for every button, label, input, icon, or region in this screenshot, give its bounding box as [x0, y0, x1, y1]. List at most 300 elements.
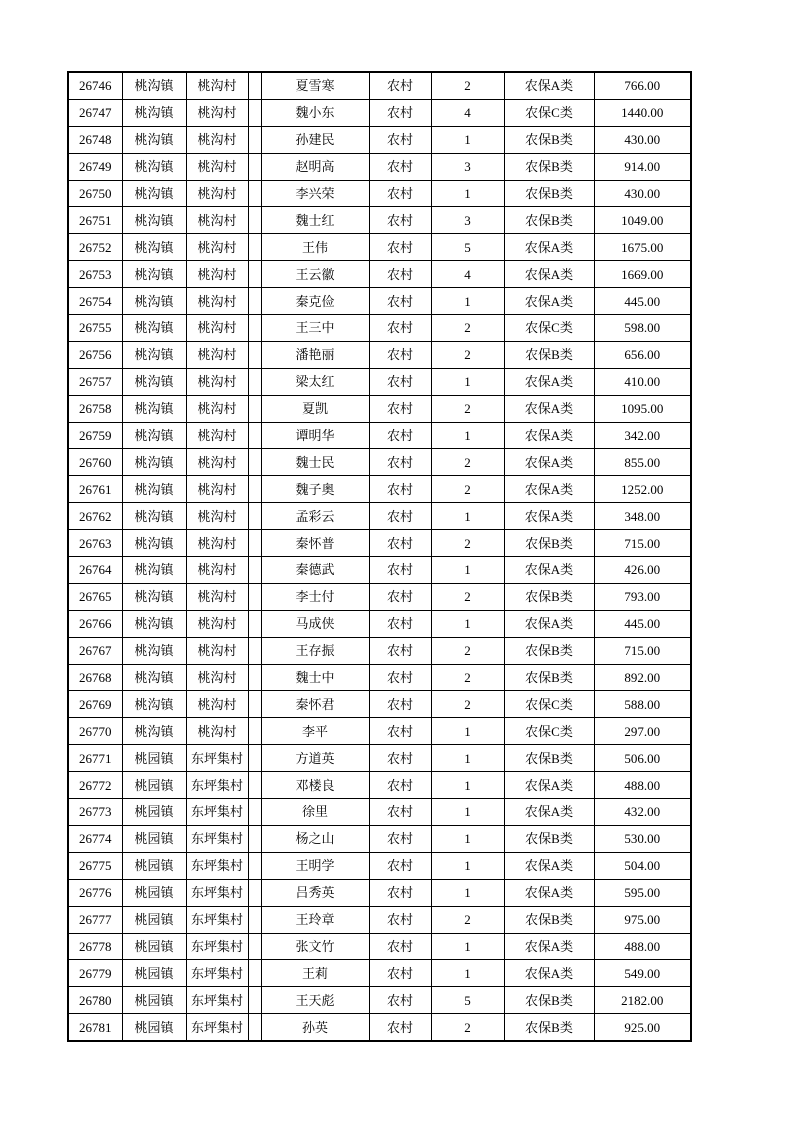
cell-id: 26770 [68, 718, 122, 745]
cell-name: 杨之山 [261, 825, 369, 852]
cell-village: 桃沟村 [186, 368, 248, 395]
cell-count: 2 [431, 315, 504, 342]
cell-spacer [248, 664, 261, 691]
cell-village: 东坪集村 [186, 772, 248, 799]
cell-category: 农保C类 [504, 691, 594, 718]
cell-category: 农保B类 [504, 126, 594, 153]
cell-amount: 1675.00 [594, 234, 691, 261]
cell-spacer [248, 315, 261, 342]
cell-village: 东坪集村 [186, 745, 248, 772]
cell-town: 桃沟镇 [122, 153, 186, 180]
table-row [68, 530, 691, 557]
cell-village: 桃沟村 [186, 234, 248, 261]
cell-town: 桃沟镇 [122, 341, 186, 368]
table-row [68, 1014, 691, 1041]
cell-name: 魏士中 [261, 664, 369, 691]
cell-spacer [248, 449, 261, 476]
cell-amount: 426.00 [594, 557, 691, 584]
cell-name: 马成侠 [261, 610, 369, 637]
cell-id: 26764 [68, 557, 122, 584]
cell-spacer [248, 718, 261, 745]
cell-residence: 农村 [369, 341, 431, 368]
cell-village: 桃沟村 [186, 503, 248, 530]
table-row [68, 718, 691, 745]
cell-residence: 农村 [369, 557, 431, 584]
cell-amount: 793.00 [594, 583, 691, 610]
cell-id: 26756 [68, 341, 122, 368]
cell-count: 1 [431, 368, 504, 395]
cell-name: 秦德武 [261, 557, 369, 584]
cell-count: 1 [431, 772, 504, 799]
cell-name: 王伟 [261, 234, 369, 261]
cell-count: 2 [431, 691, 504, 718]
cell-spacer [248, 906, 261, 933]
cell-id: 26765 [68, 583, 122, 610]
cell-town: 桃园镇 [122, 799, 186, 826]
cell-amount: 2182.00 [594, 987, 691, 1014]
cell-id: 26766 [68, 610, 122, 637]
cell-residence: 农村 [369, 530, 431, 557]
cell-town: 桃沟镇 [122, 180, 186, 207]
table-row [68, 395, 691, 422]
cell-village: 桃沟村 [186, 530, 248, 557]
cell-name: 魏士红 [261, 207, 369, 234]
cell-category: 农保A类 [504, 503, 594, 530]
cell-id: 26752 [68, 234, 122, 261]
cell-village: 桃沟村 [186, 288, 248, 315]
cell-spacer [248, 422, 261, 449]
cell-name: 孙建民 [261, 126, 369, 153]
cell-village: 桃沟村 [186, 180, 248, 207]
cell-village: 桃沟村 [186, 99, 248, 126]
cell-residence: 农村 [369, 799, 431, 826]
cell-count: 1 [431, 852, 504, 879]
cell-amount: 488.00 [594, 772, 691, 799]
table-row [68, 503, 691, 530]
cell-town: 桃沟镇 [122, 476, 186, 503]
cell-spacer [248, 341, 261, 368]
cell-id: 26757 [68, 368, 122, 395]
cell-spacer [248, 126, 261, 153]
cell-village: 东坪集村 [186, 879, 248, 906]
cell-residence: 农村 [369, 126, 431, 153]
cell-spacer [248, 799, 261, 826]
cell-category: 农保B类 [504, 1014, 594, 1041]
cell-name: 李士付 [261, 583, 369, 610]
cell-amount: 715.00 [594, 637, 691, 664]
cell-spacer [248, 745, 261, 772]
cell-count: 2 [431, 664, 504, 691]
table-row [68, 422, 691, 449]
cell-amount: 598.00 [594, 315, 691, 342]
cell-count: 2 [431, 906, 504, 933]
cell-id: 26746 [68, 72, 122, 99]
table-row [68, 557, 691, 584]
cell-village: 东坪集村 [186, 933, 248, 960]
cell-amount: 445.00 [594, 288, 691, 315]
table-row [68, 126, 691, 153]
cell-name: 秦克俭 [261, 288, 369, 315]
cell-residence: 农村 [369, 745, 431, 772]
cell-name: 魏小东 [261, 99, 369, 126]
cell-count: 4 [431, 261, 504, 288]
table-row [68, 745, 691, 772]
cell-amount: 504.00 [594, 852, 691, 879]
cell-category: 农保B类 [504, 341, 594, 368]
cell-count: 1 [431, 745, 504, 772]
cell-village: 桃沟村 [186, 261, 248, 288]
cell-name: 方道英 [261, 745, 369, 772]
cell-village: 桃沟村 [186, 153, 248, 180]
table-row [68, 772, 691, 799]
cell-count: 1 [431, 288, 504, 315]
cell-spacer [248, 503, 261, 530]
cell-id: 26748 [68, 126, 122, 153]
cell-name: 谭明华 [261, 422, 369, 449]
cell-amount: 715.00 [594, 530, 691, 557]
cell-town: 桃园镇 [122, 987, 186, 1014]
cell-id: 26772 [68, 772, 122, 799]
cell-amount: 445.00 [594, 610, 691, 637]
cell-town: 桃园镇 [122, 852, 186, 879]
cell-town: 桃沟镇 [122, 449, 186, 476]
cell-count: 1 [431, 422, 504, 449]
cell-residence: 农村 [369, 207, 431, 234]
table-row [68, 583, 691, 610]
cell-count: 2 [431, 530, 504, 557]
cell-category: 农保A类 [504, 234, 594, 261]
cell-count: 2 [431, 395, 504, 422]
table-row [68, 933, 691, 960]
cell-residence: 农村 [369, 1014, 431, 1041]
cell-category: 农保B类 [504, 180, 594, 207]
cell-count: 1 [431, 960, 504, 987]
cell-name: 王三中 [261, 315, 369, 342]
cell-id: 26763 [68, 530, 122, 557]
table-row [68, 72, 691, 99]
table-row [68, 476, 691, 503]
cell-id: 26781 [68, 1014, 122, 1041]
cell-category: 农保A类 [504, 368, 594, 395]
cell-category: 农保C类 [504, 99, 594, 126]
table-row [68, 906, 691, 933]
cell-village: 东坪集村 [186, 906, 248, 933]
cell-town: 桃沟镇 [122, 99, 186, 126]
cell-village: 桃沟村 [186, 476, 248, 503]
cell-spacer [248, 72, 261, 99]
benefits-table [67, 71, 692, 1042]
cell-count: 4 [431, 99, 504, 126]
cell-village: 桃沟村 [186, 664, 248, 691]
cell-name: 夏雪寒 [261, 72, 369, 99]
cell-town: 桃园镇 [122, 825, 186, 852]
table-row [68, 610, 691, 637]
cell-count: 5 [431, 987, 504, 1014]
cell-name: 魏士民 [261, 449, 369, 476]
cell-amount: 348.00 [594, 503, 691, 530]
cell-amount: 595.00 [594, 879, 691, 906]
cell-town: 桃沟镇 [122, 234, 186, 261]
cell-count: 3 [431, 153, 504, 180]
cell-residence: 农村 [369, 825, 431, 852]
cell-village: 桃沟村 [186, 395, 248, 422]
cell-town: 桃园镇 [122, 960, 186, 987]
cell-category: 农保A类 [504, 288, 594, 315]
cell-amount: 925.00 [594, 1014, 691, 1041]
cell-count: 2 [431, 449, 504, 476]
cell-category: 农保C类 [504, 718, 594, 745]
table-row [68, 341, 691, 368]
cell-name: 吕秀英 [261, 879, 369, 906]
cell-residence: 农村 [369, 476, 431, 503]
cell-town: 桃沟镇 [122, 691, 186, 718]
cell-town: 桃沟镇 [122, 557, 186, 584]
cell-id: 26779 [68, 960, 122, 987]
cell-residence: 农村 [369, 395, 431, 422]
cell-name: 王天彪 [261, 987, 369, 1014]
cell-residence: 农村 [369, 180, 431, 207]
cell-count: 2 [431, 72, 504, 99]
cell-spacer [248, 530, 261, 557]
cell-amount: 975.00 [594, 906, 691, 933]
cell-spacer [248, 691, 261, 718]
cell-count: 1 [431, 718, 504, 745]
cell-village: 桃沟村 [186, 691, 248, 718]
cell-category: 农保B类 [504, 530, 594, 557]
cell-town: 桃沟镇 [122, 610, 186, 637]
cell-category: 农保B类 [504, 583, 594, 610]
cell-village: 桃沟村 [186, 341, 248, 368]
cell-category: 农保A类 [504, 610, 594, 637]
cell-spacer [248, 153, 261, 180]
cell-id: 26776 [68, 879, 122, 906]
cell-spacer [248, 180, 261, 207]
table-row [68, 637, 691, 664]
cell-village: 东坪集村 [186, 987, 248, 1014]
cell-id: 26758 [68, 395, 122, 422]
cell-category: 农保B类 [504, 906, 594, 933]
table-row [68, 449, 691, 476]
cell-residence: 农村 [369, 99, 431, 126]
cell-town: 桃沟镇 [122, 395, 186, 422]
cell-amount: 342.00 [594, 422, 691, 449]
cell-amount: 1049.00 [594, 207, 691, 234]
table-row [68, 987, 691, 1014]
cell-spacer [248, 395, 261, 422]
table-row [68, 288, 691, 315]
cell-village: 东坪集村 [186, 1014, 248, 1041]
cell-village: 东坪集村 [186, 852, 248, 879]
table-row [68, 207, 691, 234]
cell-residence: 农村 [369, 664, 431, 691]
cell-residence: 农村 [369, 234, 431, 261]
cell-spacer [248, 1014, 261, 1041]
cell-category: 农保B类 [504, 745, 594, 772]
cell-spacer [248, 637, 261, 664]
cell-town: 桃沟镇 [122, 315, 186, 342]
table-row [68, 960, 691, 987]
benefits-table-body [68, 72, 691, 1041]
cell-name: 赵明高 [261, 153, 369, 180]
cell-spacer [248, 99, 261, 126]
cell-amount: 1252.00 [594, 476, 691, 503]
cell-amount: 410.00 [594, 368, 691, 395]
cell-amount: 1095.00 [594, 395, 691, 422]
cell-amount: 914.00 [594, 153, 691, 180]
cell-spacer [248, 557, 261, 584]
cell-count: 2 [431, 341, 504, 368]
table-row [68, 234, 691, 261]
cell-category: 农保A类 [504, 476, 594, 503]
cell-id: 26767 [68, 637, 122, 664]
cell-name: 梁太红 [261, 368, 369, 395]
cell-residence: 农村 [369, 637, 431, 664]
cell-village: 桃沟村 [186, 422, 248, 449]
cell-town: 桃沟镇 [122, 503, 186, 530]
cell-id: 26768 [68, 664, 122, 691]
cell-name: 李平 [261, 718, 369, 745]
cell-id: 26780 [68, 987, 122, 1014]
cell-residence: 农村 [369, 933, 431, 960]
cell-count: 1 [431, 879, 504, 906]
cell-amount: 549.00 [594, 960, 691, 987]
cell-village: 桃沟村 [186, 637, 248, 664]
cell-residence: 农村 [369, 503, 431, 530]
cell-count: 1 [431, 126, 504, 153]
cell-id: 26760 [68, 449, 122, 476]
cell-name: 王存振 [261, 637, 369, 664]
cell-id: 26751 [68, 207, 122, 234]
cell-village: 桃沟村 [186, 207, 248, 234]
cell-name: 孟彩云 [261, 503, 369, 530]
cell-id: 26747 [68, 99, 122, 126]
cell-name: 李兴荣 [261, 180, 369, 207]
cell-count: 1 [431, 933, 504, 960]
cell-category: 农保B类 [504, 153, 594, 180]
cell-name: 王莉 [261, 960, 369, 987]
cell-spacer [248, 987, 261, 1014]
cell-village: 东坪集村 [186, 960, 248, 987]
cell-spacer [248, 610, 261, 637]
cell-town: 桃园镇 [122, 906, 186, 933]
cell-category: 农保B类 [504, 664, 594, 691]
cell-amount: 892.00 [594, 664, 691, 691]
cell-town: 桃沟镇 [122, 126, 186, 153]
cell-town: 桃沟镇 [122, 583, 186, 610]
cell-village: 东坪集村 [186, 799, 248, 826]
cell-count: 1 [431, 557, 504, 584]
cell-id: 26762 [68, 503, 122, 530]
cell-town: 桃园镇 [122, 772, 186, 799]
cell-category: 农保A类 [504, 449, 594, 476]
cell-town: 桃沟镇 [122, 718, 186, 745]
cell-residence: 农村 [369, 906, 431, 933]
cell-residence: 农村 [369, 772, 431, 799]
cell-residence: 农村 [369, 261, 431, 288]
cell-town: 桃沟镇 [122, 72, 186, 99]
table-row [68, 315, 691, 342]
table-row [68, 368, 691, 395]
cell-count: 2 [431, 1014, 504, 1041]
cell-town: 桃沟镇 [122, 288, 186, 315]
cell-id: 26775 [68, 852, 122, 879]
cell-village: 桃沟村 [186, 315, 248, 342]
cell-residence: 农村 [369, 852, 431, 879]
cell-amount: 1440.00 [594, 99, 691, 126]
cell-spacer [248, 583, 261, 610]
cell-count: 5 [431, 234, 504, 261]
cell-town: 桃沟镇 [122, 664, 186, 691]
cell-count: 1 [431, 610, 504, 637]
cell-category: 农保B类 [504, 637, 594, 664]
cell-id: 26771 [68, 745, 122, 772]
cell-residence: 农村 [369, 691, 431, 718]
cell-residence: 农村 [369, 422, 431, 449]
cell-town: 桃沟镇 [122, 207, 186, 234]
cell-village: 东坪集村 [186, 825, 248, 852]
cell-id: 26750 [68, 180, 122, 207]
cell-id: 26759 [68, 422, 122, 449]
cell-amount: 588.00 [594, 691, 691, 718]
cell-town: 桃园镇 [122, 745, 186, 772]
cell-residence: 农村 [369, 960, 431, 987]
cell-amount: 855.00 [594, 449, 691, 476]
cell-count: 2 [431, 476, 504, 503]
cell-id: 26761 [68, 476, 122, 503]
cell-count: 1 [431, 180, 504, 207]
cell-name: 徐里 [261, 799, 369, 826]
cell-category: 农保A类 [504, 395, 594, 422]
cell-residence: 农村 [369, 583, 431, 610]
cell-id: 26769 [68, 691, 122, 718]
cell-amount: 506.00 [594, 745, 691, 772]
table-row [68, 852, 691, 879]
cell-spacer [248, 825, 261, 852]
cell-amount: 1669.00 [594, 261, 691, 288]
cell-id: 26774 [68, 825, 122, 852]
cell-residence: 农村 [369, 718, 431, 745]
cell-spacer [248, 960, 261, 987]
cell-village: 桃沟村 [186, 583, 248, 610]
cell-town: 桃沟镇 [122, 368, 186, 395]
cell-spacer [248, 288, 261, 315]
cell-id: 26753 [68, 261, 122, 288]
table-row [68, 99, 691, 126]
cell-category: 农保A类 [504, 960, 594, 987]
table-row [68, 261, 691, 288]
cell-amount: 488.00 [594, 933, 691, 960]
cell-amount: 430.00 [594, 180, 691, 207]
table-row [68, 691, 691, 718]
cell-category: 农保A类 [504, 879, 594, 906]
cell-name: 魏子奥 [261, 476, 369, 503]
cell-residence: 农村 [369, 987, 431, 1014]
cell-count: 2 [431, 637, 504, 664]
cell-village: 桃沟村 [186, 610, 248, 637]
cell-name: 秦怀普 [261, 530, 369, 557]
cell-residence: 农村 [369, 449, 431, 476]
cell-name: 潘艳丽 [261, 341, 369, 368]
cell-amount: 432.00 [594, 799, 691, 826]
cell-residence: 农村 [369, 368, 431, 395]
cell-category: 农保A类 [504, 933, 594, 960]
cell-village: 桃沟村 [186, 449, 248, 476]
cell-name: 王玲章 [261, 906, 369, 933]
cell-count: 2 [431, 583, 504, 610]
cell-town: 桃园镇 [122, 1014, 186, 1041]
cell-id: 26778 [68, 933, 122, 960]
cell-category: 农保B类 [504, 987, 594, 1014]
